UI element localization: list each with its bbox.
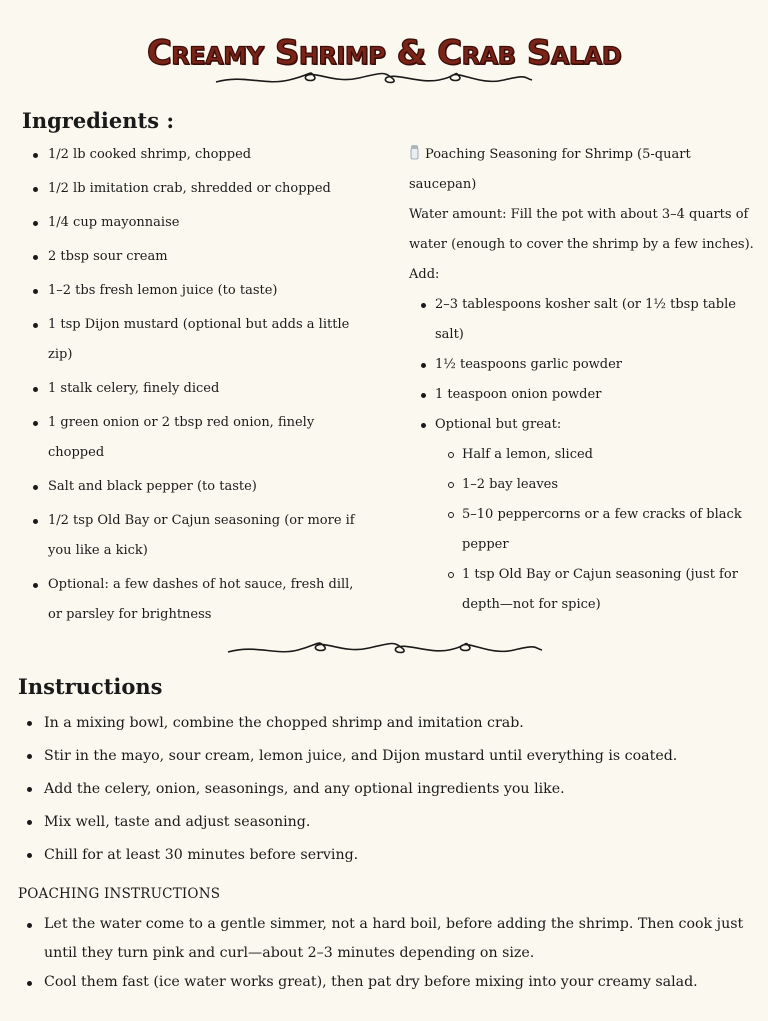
list-item: 1/4 cup mayonnaise (30, 208, 370, 238)
poaching-instructions-list (24, 910, 744, 997)
list-item: 1/2 lb cooked shrimp, chopped (30, 140, 370, 170)
list-item: Let the water come to a gentle simmer, not a hard boil, before adding the shrimp. Then cook just until they turn pink and curl—about 2–3 minutes depending on size. (24, 910, 744, 968)
list-item: 1/2 tsp Old Bay or Cajun seasoning (or more if you like a kick) (30, 506, 370, 566)
list-item: 1 teaspoon onion powder (421, 380, 754, 410)
list-item: Salt and black pepper (to taste) (30, 472, 370, 502)
list-item: 1 green onion or 2 tbsp red onion, finely chopped (30, 408, 370, 468)
page-title: Creamy Shrimp & Crab Salad (146, 32, 622, 73)
add-label: Add: (409, 267, 440, 282)
poaching-seasoning-section (409, 140, 754, 620)
list-item: Add the celery, onion, seasonings, and any optional ingredients you like. (24, 773, 744, 806)
list-item: 1–2 tbs fresh lemon juice (to taste) (30, 276, 370, 306)
poaching-seasoning-heading (409, 140, 754, 200)
list-item: Mix well, taste and adjust seasoning. (24, 806, 744, 839)
poaching-instructions-heading: POACHING INSTRUCTIONS (18, 886, 221, 902)
ornamental-divider-middle (226, 636, 544, 660)
list-item: 1 tsp Dijon mustard (optional but adds a little zip) (30, 310, 370, 370)
optional-seasoning-list (448, 440, 754, 620)
list-item: Half a lemon, sliced (448, 440, 754, 470)
ingredients-heading: Ingredients : (22, 108, 175, 133)
list-item: 1 stalk celery, finely diced (30, 374, 370, 404)
list-item: Cool them fast (ice water works great), then pat dry before mixing into your creamy salad. (24, 968, 744, 997)
instructions-list (24, 707, 744, 872)
list-item: 1–2 bay leaves (448, 470, 754, 500)
instructions-heading: Instructions (18, 674, 163, 699)
list-item: In a mixing bowl, combine the chopped shrimp and imitation crab. (24, 707, 744, 740)
list-item: 2–3 tablespoons kosher salt (or 1½ tbsp table salt) (421, 290, 754, 350)
salt-shaker-icon (409, 142, 420, 157)
list-item: 1½ teaspoons garlic powder (421, 350, 754, 380)
ornamental-divider-top (214, 66, 534, 90)
list-item: Stir in the mayo, sour cream, lemon juice, and Dijon mustard until everything is coated. (24, 740, 744, 773)
list-item: 2 tbsp sour cream (30, 242, 370, 272)
list-item (421, 410, 754, 620)
list-item: 5–10 peppercorns or a few cracks of black pepper (448, 500, 754, 560)
list-item: Chill for at least 30 minutes before serving. (24, 839, 744, 872)
list-item: 1 tsp Old Bay or Cajun seasoning (just for depth—not for spice) (448, 560, 754, 620)
ingredients-list (30, 140, 370, 634)
optional-label: Optional but great: (435, 417, 562, 432)
water-amount: Water amount: Fill the pot with about 3–4 quarts of water (enough to cover the shrimp by a few inches). (409, 207, 754, 252)
list-item: 1/2 lb imitation crab, shredded or chopped (30, 174, 370, 204)
poaching-seasoning-title: Poaching Seasoning for Shrimp (5-quart saucepan) (409, 147, 691, 192)
list-item: Optional: a few dashes of hot sauce, fresh dill, or parsley for brightness (30, 570, 370, 630)
seasoning-list (421, 290, 754, 620)
